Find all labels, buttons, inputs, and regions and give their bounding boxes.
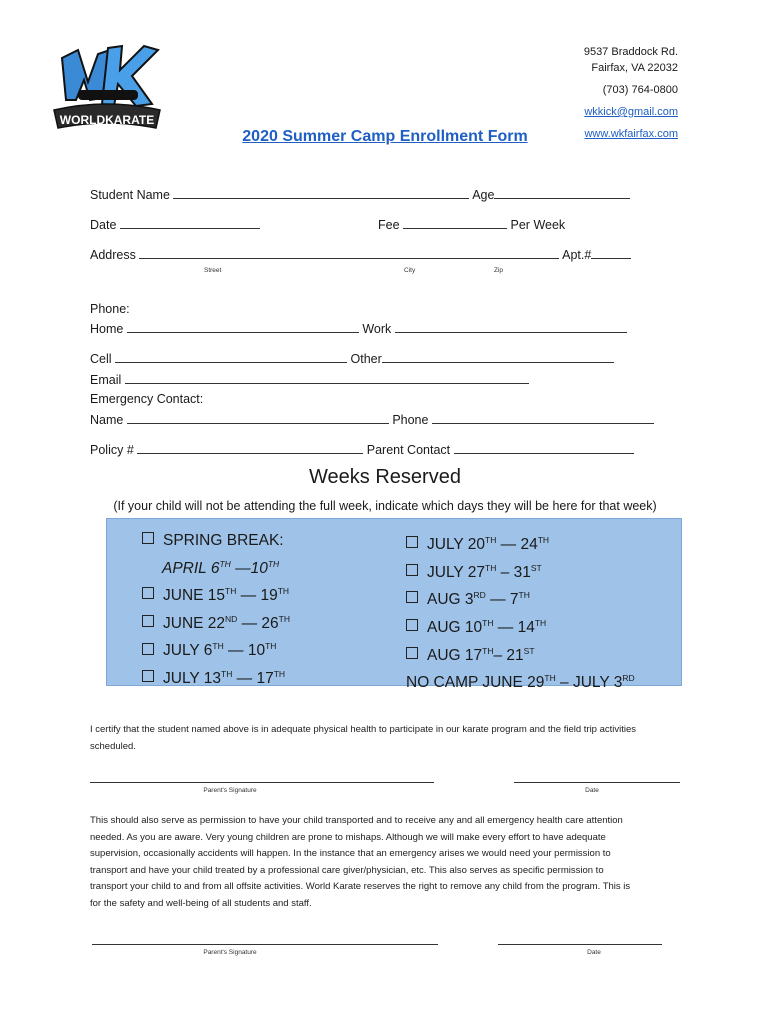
work-label: Work	[362, 322, 392, 336]
apt-label: Apt.#	[562, 248, 592, 262]
address-line-1: 9537 Braddock Rd.	[583, 46, 678, 58]
week-july-27[interactable]: JULY 27TH – 31ST	[406, 557, 635, 585]
apt-field[interactable]	[591, 247, 631, 259]
parent-signature-label-1: Parent's Signature	[203, 787, 257, 794]
week-july-13[interactable]: JULY 13TH — 17TH	[142, 663, 290, 691]
street-label: Street	[204, 267, 222, 274]
phone-heading: Phone:	[90, 302, 130, 316]
home-label: Home	[90, 322, 124, 336]
week-july-20[interactable]: JULY 20TH — 24TH	[406, 529, 635, 557]
cell-label: Cell	[90, 352, 112, 366]
week-june-22[interactable]: JUNE 22ND — 26TH	[142, 608, 290, 636]
phone-number: (703) 764-0800	[602, 84, 678, 96]
website-link[interactable]: www.wkfairfax.com	[584, 128, 678, 140]
city-label: City	[404, 267, 416, 274]
per-week-label: Per Week	[510, 218, 566, 232]
emergency-contact-heading: Emergency Contact:	[90, 392, 204, 406]
date-field[interactable]	[120, 217, 260, 229]
parent-signature-line-2[interactable]	[92, 944, 438, 945]
week-june-15[interactable]: JUNE 15TH — 19TH	[142, 580, 290, 608]
date-label-2: Date	[587, 949, 601, 956]
week-aug-17[interactable]: AUG 17TH– 21ST	[406, 640, 635, 668]
checkbox[interactable]	[406, 536, 418, 548]
student-name-label: Student Name	[90, 188, 170, 202]
week-april: APRIL 6TH —10TH	[162, 558, 280, 577]
home-phone-field[interactable]	[127, 321, 359, 333]
address-field[interactable]	[139, 247, 559, 259]
checkbox[interactable]	[142, 532, 154, 544]
svg-text:WORLDKARATE: WORLDKARATE	[59, 113, 155, 127]
email-label: Email	[90, 373, 122, 387]
email-field[interactable]	[125, 372, 529, 384]
policy-label: Policy #	[90, 443, 134, 457]
fee-label: Fee	[378, 218, 400, 232]
week-july-6[interactable]: JULY 6TH — 10TH	[142, 635, 290, 663]
date-label: Date	[90, 218, 117, 232]
certify-text: I certify that the student named above is in adequate physical health to participate in our karate program and the field trip activities scheduled.	[90, 724, 637, 752]
emergency-name-label: Name	[90, 413, 124, 427]
address-label: Address	[90, 248, 136, 262]
checkbox[interactable]	[142, 615, 154, 627]
checkbox[interactable]	[406, 591, 418, 603]
world-karate-logo	[48, 40, 166, 136]
checkbox[interactable]	[142, 670, 154, 682]
weeks-reserved-note: (If your child will not be attending the full week, indicate which days they will be here for that week)	[113, 499, 657, 513]
other-phone-field[interactable]	[382, 351, 614, 363]
week-spring-break[interactable]: SPRING BREAK:	[142, 529, 290, 553]
student-name-field[interactable]	[173, 187, 469, 199]
parent-signature-label-2: Parent's Signature	[203, 949, 257, 956]
date-line-2[interactable]	[498, 944, 662, 945]
parent-contact-field[interactable]	[454, 442, 634, 454]
fee-field[interactable]	[403, 217, 507, 229]
permission-text: This should also serve as permission to have your child transported and to receive any and all emergency health care attention needed. As you are aware. Very young children are prone to mishaps. Although we will make every effort to have adequate supervision, occasionally accidents will happen. In the instance that an emergency arises we would need your permission to transport and have your child treated by a professional care giver/physician, etc. This also serves as specific permission to transport your child to and from all offsite activities. World Karate reserves the right to remove any child from the program. This is for the safety and well-being of all students and staff.	[90, 815, 631, 909]
other-label: Other	[350, 352, 382, 366]
checkbox[interactable]	[406, 619, 418, 631]
zip-label: Zip	[494, 267, 504, 274]
form-title: 2020 Summer Camp Enrollment Form	[242, 128, 528, 145]
work-phone-field[interactable]	[395, 321, 627, 333]
email-link[interactable]: wkkick@gmail.com	[584, 106, 678, 118]
week-aug-3[interactable]: AUG 3RD — 7TH	[406, 584, 635, 612]
date-label-1: Date	[585, 787, 599, 794]
date-line-1[interactable]	[514, 782, 680, 783]
parent-signature-line-1[interactable]	[90, 782, 434, 783]
checkbox[interactable]	[406, 564, 418, 576]
parent-contact-label: Parent Contact	[366, 443, 451, 457]
weeks-left-column	[142, 529, 290, 691]
emergency-phone-label: Phone	[392, 413, 429, 427]
age-label: Age	[472, 188, 495, 202]
age-field[interactable]	[494, 187, 630, 199]
no-camp-notice: NO CAMP JUNE 29TH – JULY 3RD	[406, 673, 635, 692]
checkbox[interactable]	[142, 587, 154, 599]
checkbox[interactable]	[406, 647, 418, 659]
weeks-reserved-title: Weeks Reserved	[309, 466, 461, 488]
cell-phone-field[interactable]	[115, 351, 347, 363]
emergency-name-field[interactable]	[127, 412, 389, 424]
emergency-phone-field[interactable]	[432, 412, 654, 424]
policy-field[interactable]	[137, 442, 363, 454]
weeks-right-column	[406, 529, 635, 695]
week-aug-10[interactable]: AUG 10TH — 14TH	[406, 612, 635, 640]
address-line-2: Fairfax, VA 22032	[591, 62, 678, 74]
checkbox[interactable]	[142, 643, 154, 655]
